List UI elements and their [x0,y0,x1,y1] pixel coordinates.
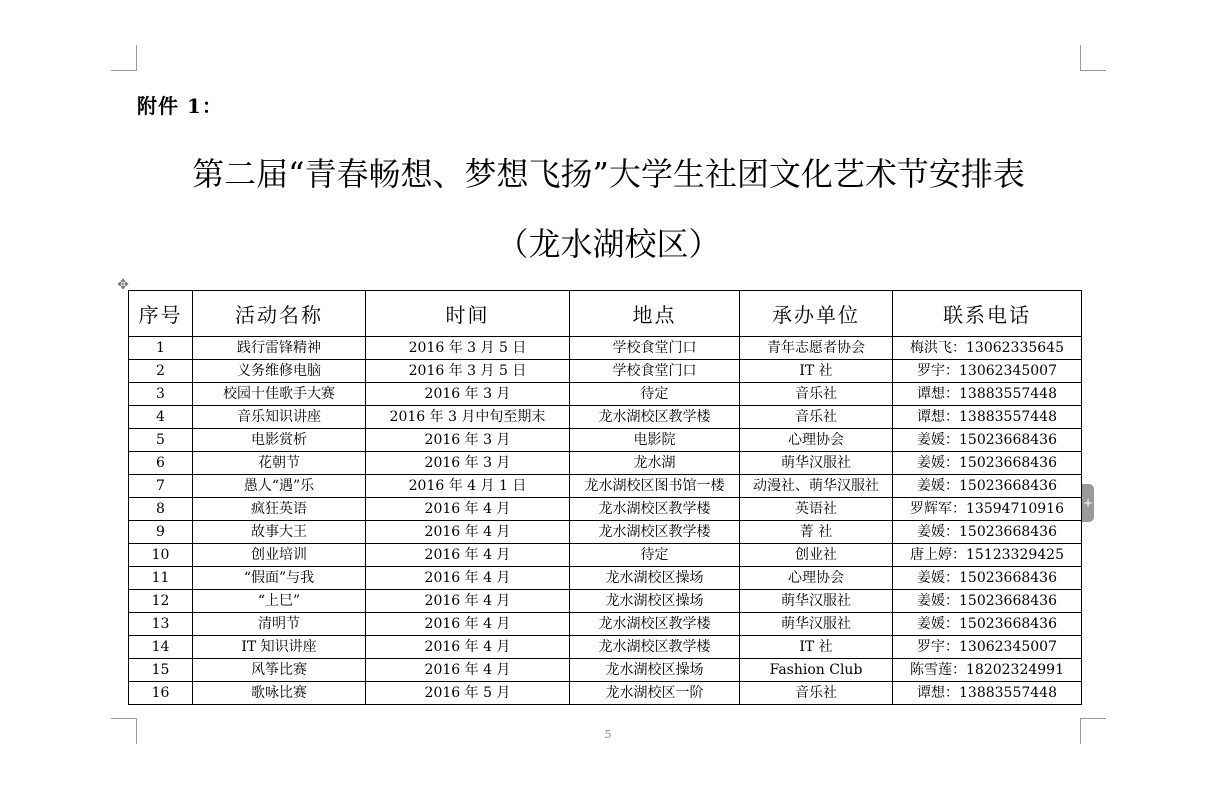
cell-contact: 姜媛：15023668436 [893,613,1082,636]
crop-mark-top-right-h [1080,70,1106,71]
cell-activity-name: 践行雷锋精神 [193,337,366,360]
cell-contact: 罗宇：13062345007 [893,360,1082,383]
cell-time: 2016 年 4 月 [366,567,570,590]
cell-activity-name: 电影赏析 [193,429,366,452]
document-subtitle: （龙水湖校区） [496,225,721,263]
cell-activity-name: 愚人“遇”乐 [193,475,366,498]
cell-time: 2016 年 3 月 [366,452,570,475]
cell-location: 龙水湖校区操场 [570,659,740,682]
cell-organizer: 青年志愿者协会 [740,337,893,360]
cell-index: 10 [129,544,193,567]
cell-index: 5 [129,429,193,452]
crop-mark-top-right-v [1080,45,1081,71]
cell-location: 龙水湖校区教学楼 [570,613,740,636]
cell-index: 3 [129,383,193,406]
table-row [129,429,1082,452]
cell-activity-name: 歌咏比赛 [193,682,366,705]
header-time: 时间 [366,291,570,337]
cell-contact: 姜媛：15023668436 [893,567,1082,590]
document-title: 第二届“青春畅想、梦想飞扬”大学生社团文化艺术节安排表 [192,155,1025,193]
table-row [129,682,1082,705]
table-row [129,613,1082,636]
cell-contact: 姜媛：15023668436 [893,429,1082,452]
table-row [129,406,1082,429]
cell-location: 龙水湖校区教学楼 [570,636,740,659]
cell-activity-name: 故事大王 [193,521,366,544]
table-body [129,337,1082,705]
cell-time: 2016 年 4 月 [366,613,570,636]
table-row [129,590,1082,613]
cell-organizer: 动漫社、萌华汉服社 [740,475,893,498]
cell-organizer: Fashion Club [740,659,893,682]
cell-time: 2016 年 4 月 [366,590,570,613]
cell-index: 1 [129,337,193,360]
cell-location: 龙水湖校区教学楼 [570,406,740,429]
cell-organizer: 音乐社 [740,383,893,406]
cell-contact: 谭想：13883557448 [893,406,1082,429]
cell-time: 2016 年 3 月 [366,383,570,406]
cell-organizer: 心理协会 [740,567,893,590]
table-row [129,475,1082,498]
cell-location: 龙水湖校区一阶 [570,682,740,705]
cell-location: 龙水湖校区操场 [570,590,740,613]
cell-index: 9 [129,521,193,544]
cell-index: 15 [129,659,193,682]
cell-location: 龙水湖校区图书馆一楼 [570,475,740,498]
table-row [129,452,1082,475]
cell-location: 学校食堂门口 [570,337,740,360]
cell-activity-name: 音乐知识讲座 [193,406,366,429]
cell-location: 龙水湖校区教学楼 [570,521,740,544]
cell-contact: 姜媛：15023668436 [893,521,1082,544]
cell-time: 2016 年 4 月 [366,544,570,567]
table-row [129,544,1082,567]
cell-location: 电影院 [570,429,740,452]
cell-index: 7 [129,475,193,498]
plus-icon[interactable]: + [1082,484,1094,522]
cell-time: 2016 年 4 月 [366,521,570,544]
cell-location: 待定 [570,544,740,567]
cell-index: 12 [129,590,193,613]
cell-contact: 陈雪莲：18202324991 [893,659,1082,682]
cell-activity-name: IT 知识讲座 [193,636,366,659]
table-row [129,498,1082,521]
cell-organizer: 创业社 [740,544,893,567]
table-row [129,337,1082,360]
cell-organizer: 音乐社 [740,682,893,705]
cell-location: 龙水湖校区教学楼 [570,498,740,521]
crop-mark-bottom-right-h [1080,718,1106,719]
cell-time: 2016 年 4 月 [366,636,570,659]
header-index: 序号 [129,291,193,337]
cell-index: 11 [129,567,193,590]
cell-index: 4 [129,406,193,429]
cell-activity-name: 校园十佳歌手大赛 [193,383,366,406]
cell-activity-name: 清明节 [193,613,366,636]
cell-index: 13 [129,613,193,636]
header-contact: 联系电话 [893,291,1082,337]
table-row [129,521,1082,544]
cell-organizer: 菁 社 [740,521,893,544]
cell-time: 2016 年 4 月 [366,498,570,521]
cell-activity-name: 疯狂英语 [193,498,366,521]
cell-location: 龙水湖校区操场 [570,567,740,590]
crop-mark-bottom-left-v [136,718,137,744]
cell-time: 2016 年 3 月中旬至期末 [366,406,570,429]
cell-index: 8 [129,498,193,521]
cell-organizer: IT 社 [740,636,893,659]
cell-index: 16 [129,682,193,705]
four-arrows-move-icon[interactable]: ✥ [117,277,129,293]
cell-location: 学校食堂门口 [570,360,740,383]
crop-mark-bottom-left-h [111,718,137,719]
cell-activity-name: “上巳” [193,590,366,613]
cell-contact: 谭想：13883557448 [893,383,1082,406]
table-row [129,383,1082,406]
crop-mark-bottom-right-v [1080,718,1081,744]
annex-label: 附件 1： [137,94,223,118]
header-location: 地点 [570,291,740,337]
cell-time: 2016 年 3 月 5 日 [366,360,570,383]
cell-organizer: 英语社 [740,498,893,521]
cell-contact: 罗辉军：13594710916 [893,498,1082,521]
cell-time: 2016 年 4 月 1 日 [366,475,570,498]
cell-activity-name: 风筝比赛 [193,659,366,682]
cell-contact: 梅洪飞：13062335645 [893,337,1082,360]
cell-contact: 罗宇：13062345007 [893,636,1082,659]
cell-time: 2016 年 3 月 5 日 [366,337,570,360]
cell-activity-name: 花朝节 [193,452,366,475]
cell-time: 2016 年 3 月 [366,429,570,452]
cell-index: 6 [129,452,193,475]
cell-contact: 姜媛：15023668436 [893,590,1082,613]
cell-organizer: 音乐社 [740,406,893,429]
cell-activity-name: 义务维修电脑 [193,360,366,383]
cell-organizer: 心理协会 [740,429,893,452]
table-row [129,567,1082,590]
cell-organizer: 萌华汉服社 [740,590,893,613]
page-number: 5 [604,728,612,741]
cell-contact: 姜媛：15023668436 [893,452,1082,475]
cell-index: 14 [129,636,193,659]
table-header-row [129,291,1082,337]
cell-location: 龙水湖 [570,452,740,475]
table-row [129,360,1082,383]
cell-organizer: 萌华汉服社 [740,452,893,475]
cell-time: 2016 年 5 月 [366,682,570,705]
crop-mark-top-left-h [111,70,137,71]
header-activity-name: 活动名称 [193,291,366,337]
cell-contact: 唐上婷：15123329425 [893,544,1082,567]
cell-activity-name: 创业培训 [193,544,366,567]
table-row [129,636,1082,659]
cell-contact: 谭想：13883557448 [893,682,1082,705]
table-row [129,659,1082,682]
cell-contact: 姜媛：15023668436 [893,475,1082,498]
cell-location: 待定 [570,383,740,406]
cell-organizer: 萌华汉服社 [740,613,893,636]
cell-organizer: IT 社 [740,360,893,383]
crop-mark-top-left-v [136,45,137,71]
cell-index: 2 [129,360,193,383]
cell-time: 2016 年 4 月 [366,659,570,682]
header-organizer: 承办单位 [740,291,893,337]
cell-activity-name: “假面”与我 [193,567,366,590]
schedule-table [128,290,1082,705]
